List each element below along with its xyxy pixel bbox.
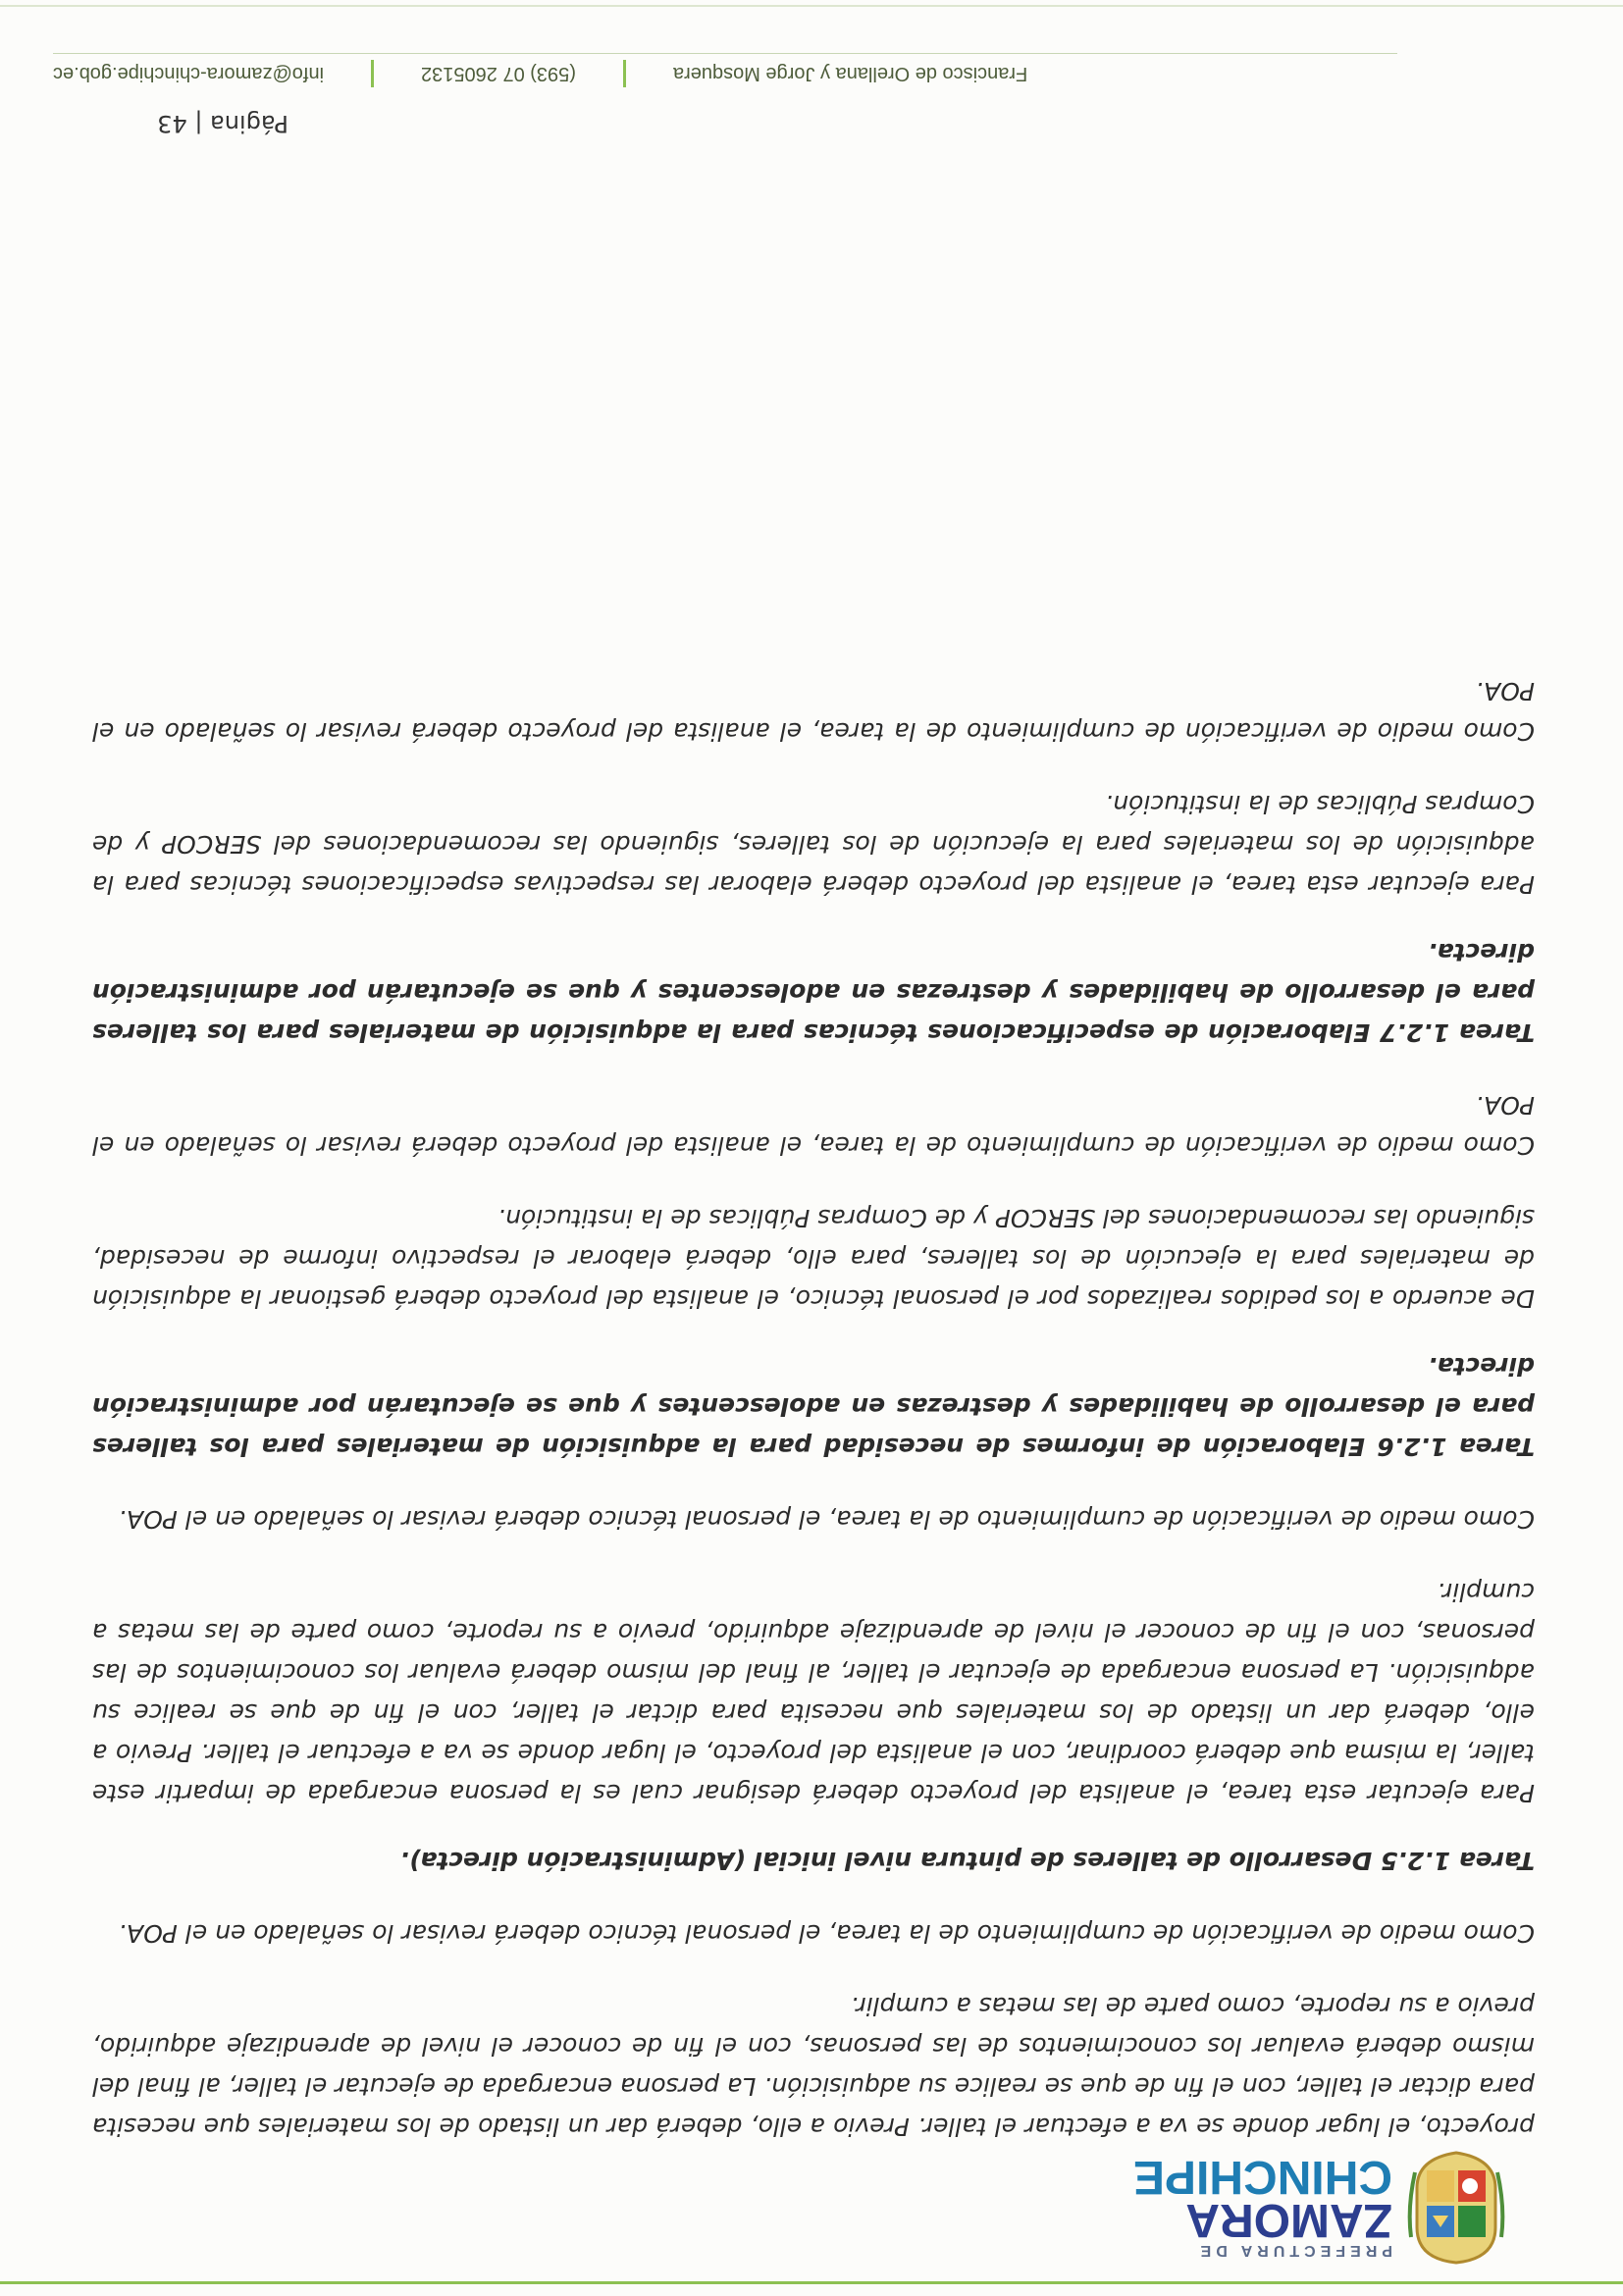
coat-of-arms-icon	[1407, 2149, 1505, 2267]
footer-separator	[371, 60, 374, 87]
paragraph: proyecto, el lugar donde se va a efectuar el taller. Previo a ello, deberá dar un listado de los materiales que necesita para dictar el taller, con el fin de que se realice su adquisición. La persona encargada de ejecutar el taller, al final del mismo deberá evaluar los conocimientos de las personas, con el fin de conocer el nivel de aprendizaje adquirido, previo a su reporte, como parte de las metas a cumplir.	[92, 1992, 1535, 2141]
page-header	[0, 2149, 1623, 2296]
footer-phone: (593) 07 2605132	[421, 63, 576, 85]
footer-address: Francisco de Orellana y Jorge Mosquera	[672, 63, 1028, 85]
brand-line-2: ZAMORA	[1185, 2194, 1392, 2246]
task-heading-1-2-6: Tarea 1.2.6 Elaboración de informes de necesidad para la adquisición de materiales para los talleres para el desarrollo de habilidades y destrezas en adolescentes y que se ejecutarán por administración directa.	[92, 1352, 1535, 1461]
brand-wordmark	[1132, 2151, 1392, 2259]
footer-separator	[623, 60, 626, 87]
brand-line-1: PREFECTURA DE	[1195, 2242, 1392, 2259]
footer-line	[0, 5, 1623, 7]
prefectura-logo	[828, 2149, 1535, 2267]
task-heading-1-2-7: Tarea 1.2.7 Elaboración de especificaciones técnicas para la adquisición de materiales para los talleres para el desarrollo de habilidades y destrezas en adolescentes y que se ejecutarán por administración directa.	[92, 938, 1535, 1047]
paragraph: De acuerdo a los pedidos realizados por el personal técnico, el analista del proyecto deberá gestionar la adquisición de materiales para la ejecución de los talleres, para ello, deberá elaborar el respectivo informe de necesidad, siguiendo las recomendaciones del SERCOP y de Compras Públicas de la institución.	[92, 1204, 1535, 1313]
contact-row	[53, 53, 1397, 93]
paragraph: Como medio de verificación de cumplimiento de la tarea, el analista del proyecto deberá revisar lo señalado en el POA.	[92, 677, 1535, 746]
paragraph: Para ejecutar esta tarea, el analista del proyecto deberá designar cual es la persona encargada de impartir este taller, la misma que deberá coordinar, con el analista del proyecto, el lugar donde se va a efectuar el taller. Previo a ello, deberá dar un listado de los materiales que necesita para dictar el taller, con el fin de que se realice su adquisición. La persona encargada de ejecutar el taller, al final del mismo deberá evaluar los conocimientos de las personas, con el fin de conocer el nivel de aprendizaje adquirido, previo a su reporte, como parte de las metas a cumplir.	[92, 1578, 1535, 1807]
brand-line-3: CHINCHIPE	[1132, 2151, 1392, 2203]
task-heading-1-2-5: Tarea 1.2.5 Desarrollo de talleres de pintura nivel inicial (Administración directa).	[399, 1847, 1535, 1875]
body-text	[92, 639, 1535, 2147]
paragraph: Como medio de verificación de cumplimiento de la tarea, el personal técnico deberá revisar lo señalado en el POA.	[118, 1919, 1535, 1948]
page-number: Página | 43	[157, 110, 288, 137]
footer-email: info@zamora-chinchipe.gob.ec	[53, 63, 325, 85]
paragraph: Como medio de verificación de cumplimiento de la tarea, el analista del proyecto deberá revisar lo señalado en el POA.	[92, 1091, 1535, 1160]
header-green-line	[0, 2281, 1623, 2284]
paragraph: Como medio de verificación de cumplimiento de la tarea, el personal técnico deberá revisar lo señalado en el POA.	[118, 1505, 1535, 1534]
paragraph: Para ejecutar esta tarea, el analista del proyecto deberá elaborar las respectivas especificaciones técnicas para la adquisición de los materiales para la ejecución de los talleres, siguiendo las recomendaciones del SERCOP y de Compras Públicas de la institución.	[92, 790, 1535, 899]
page-footer	[0, 0, 1623, 147]
